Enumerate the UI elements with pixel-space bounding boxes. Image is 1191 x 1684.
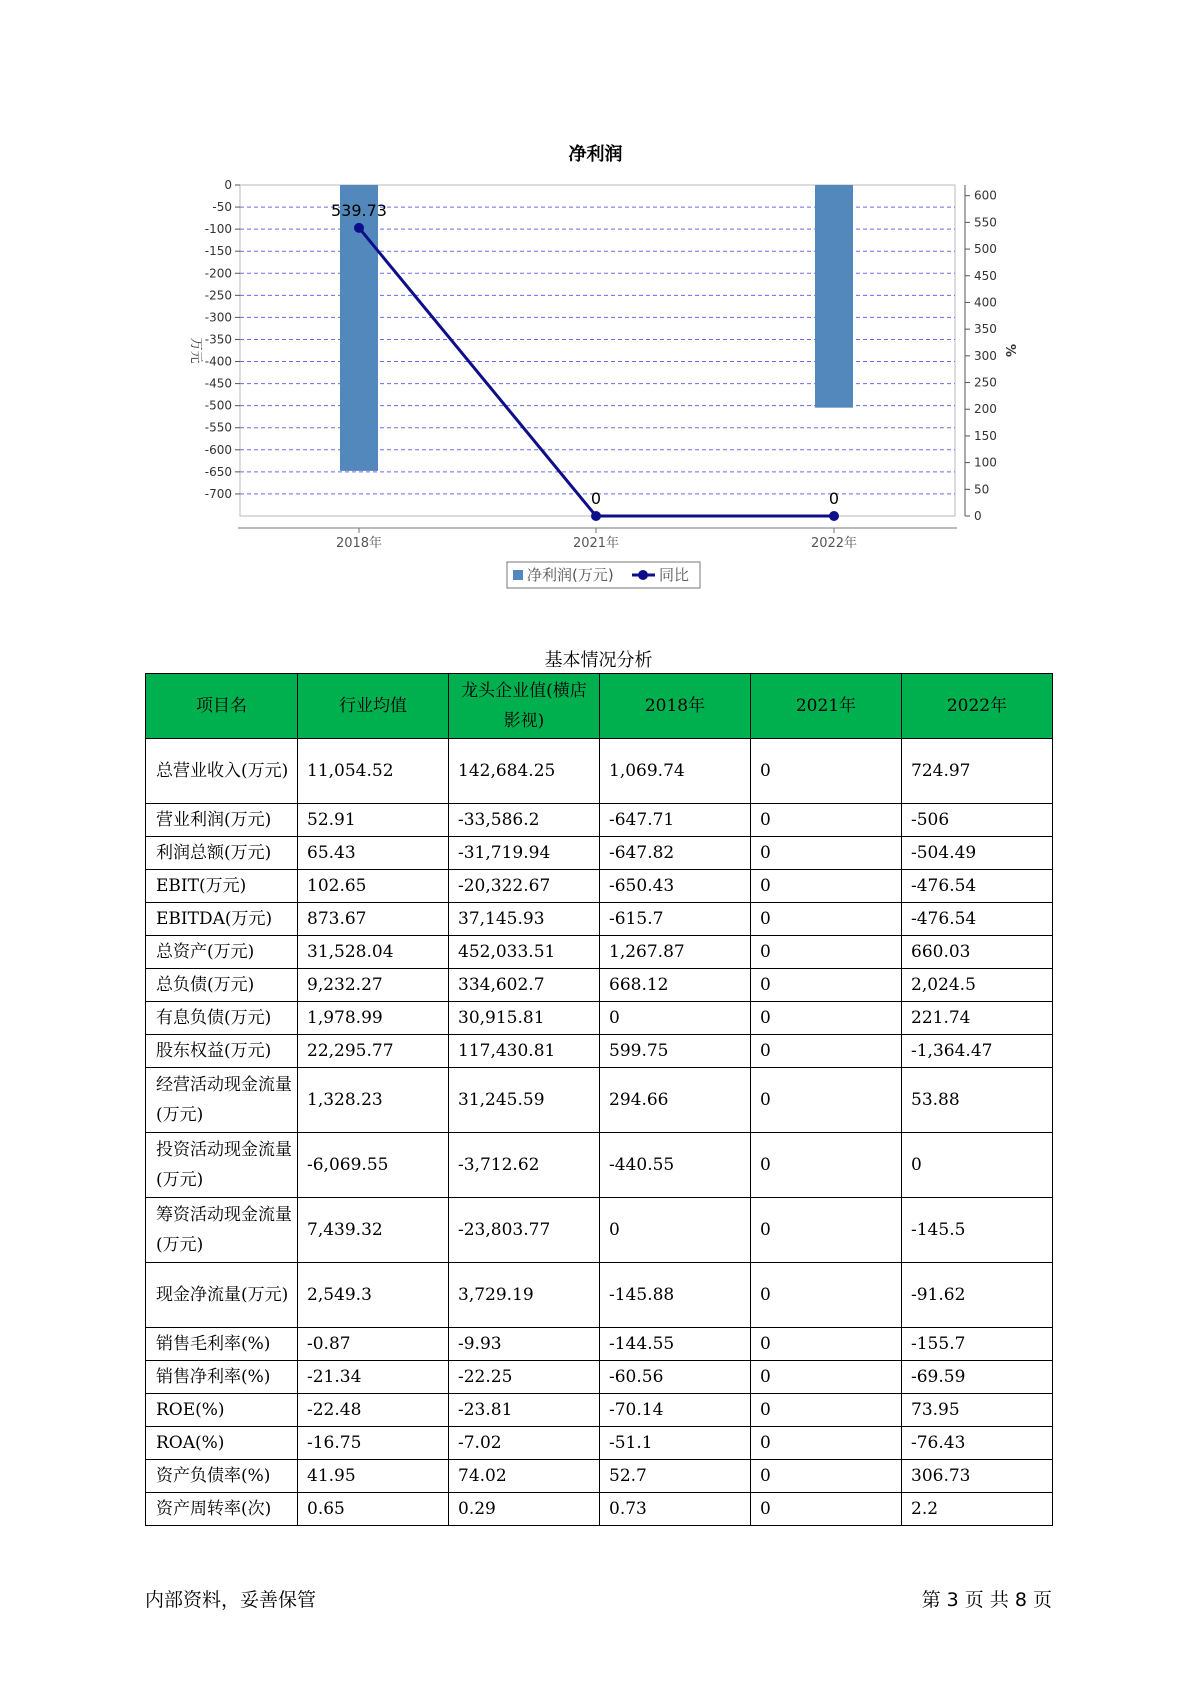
table-row: [146, 837, 1053, 870]
y-tick-label: 0: [224, 178, 232, 192]
row-label: 经营活动现金流量(万元): [146, 1068, 298, 1133]
y-tick-label: -600: [204, 442, 232, 457]
row-label: 有息负债(万元): [146, 1002, 298, 1035]
row-value: 0: [751, 1493, 902, 1526]
row-value: 0: [751, 1198, 902, 1263]
y2-tick-label: 50: [974, 482, 990, 497]
table-row: [146, 1361, 1053, 1394]
row-value: 30,915.81: [449, 1002, 600, 1035]
legend-label-line: 同比: [659, 566, 690, 584]
table-row: [146, 739, 1053, 804]
row-label: 股东权益(万元): [146, 1035, 298, 1068]
analysis-table: [145, 673, 1053, 1526]
legend-bar-swatch: [513, 570, 523, 580]
row-label: 总资产(万元): [146, 936, 298, 969]
row-value: -144.55: [600, 1328, 751, 1361]
row-value: 0: [751, 1394, 902, 1427]
table-row: [146, 1427, 1053, 1460]
row-value: 334,602.7: [449, 969, 600, 1002]
row-value: -91.62: [902, 1263, 1053, 1328]
y-tick-label: -100: [204, 222, 232, 237]
header-cell: 2018年: [600, 674, 751, 739]
footer-page-number: 第 3 页 共 8 页: [921, 1589, 1052, 1611]
y-tick-label: -200: [204, 266, 232, 281]
row-value: -20,322.67: [449, 870, 600, 903]
row-value: 0: [600, 1198, 751, 1263]
legend-label-bar: 净利润(万元): [527, 566, 614, 584]
row-value: -22.25: [449, 1361, 600, 1394]
row-value: 221.74: [902, 1002, 1053, 1035]
row-value: -504.49: [902, 837, 1053, 870]
row-value: 0: [751, 1002, 902, 1035]
table-row: [146, 936, 1053, 969]
row-value: 0: [751, 1263, 902, 1328]
row-value: 73.95: [902, 1394, 1053, 1427]
row-value: -9.93: [449, 1328, 600, 1361]
row-value: 0: [751, 837, 902, 870]
y-tick-label: -650: [204, 464, 232, 479]
row-label: 筹资活动现金流量(万元): [146, 1198, 298, 1263]
row-value: -1,364.47: [902, 1035, 1053, 1068]
y2-tick-label: 400: [974, 295, 997, 310]
row-value: 11,054.52: [298, 739, 449, 804]
row-value: 0: [751, 1068, 902, 1133]
row-value: 2,549.3: [298, 1263, 449, 1328]
row-value: -145.88: [600, 1263, 751, 1328]
table-row: [146, 969, 1053, 1002]
row-value: 0: [751, 1133, 902, 1198]
row-value: 0: [751, 1328, 902, 1361]
row-value: 452,033.51: [449, 936, 600, 969]
row-value: -33,586.2: [449, 804, 600, 837]
row-value: 53.88: [902, 1068, 1053, 1133]
footer-confidential: 内部资料，妥善保管: [145, 1589, 317, 1611]
y2-tick-label: 200: [974, 402, 997, 417]
y2-tick-label: 150: [974, 428, 997, 443]
y2-tick-label: 550: [974, 215, 997, 230]
row-value: 9,232.27: [298, 969, 449, 1002]
row-value: 7,439.32: [298, 1198, 449, 1263]
row-label: 资产周转率(次): [146, 1493, 298, 1526]
y-tick-label: -250: [204, 288, 232, 303]
row-value: -440.55: [600, 1133, 751, 1198]
yoy-point: [354, 223, 364, 233]
y-tick-label: -700: [204, 486, 232, 501]
y2-tick-label: 350: [974, 322, 997, 337]
row-value: 0.29: [449, 1493, 600, 1526]
table-row: [146, 804, 1053, 837]
row-value: 660.03: [902, 936, 1053, 969]
y-tick-label: -550: [204, 420, 232, 435]
row-value: 31,245.59: [449, 1068, 600, 1133]
row-value: -21.34: [298, 1361, 449, 1394]
table-row: [146, 1002, 1053, 1035]
x-tick-label: 2021年: [572, 536, 620, 551]
row-value: -6,069.55: [298, 1133, 449, 1198]
row-value: -16.75: [298, 1427, 449, 1460]
x-tick-label: 2022年: [810, 536, 858, 551]
y2-axis-title: %: [1002, 343, 1017, 358]
row-value: -22.48: [298, 1394, 449, 1427]
header-cell: 项目名: [146, 674, 298, 739]
row-value: 1,978.99: [298, 1002, 449, 1035]
row-value: 0: [751, 1361, 902, 1394]
row-value: 0.73: [600, 1493, 751, 1526]
row-value: 599.75: [600, 1035, 751, 1068]
data-label: 539.73: [331, 200, 387, 220]
row-value: 0.65: [298, 1493, 449, 1526]
y-tick-label: -350: [204, 332, 232, 347]
yoy-point: [829, 511, 839, 521]
row-value: 22,295.77: [298, 1035, 449, 1068]
row-value: 294.66: [600, 1068, 751, 1133]
row-value: 0: [751, 969, 902, 1002]
y2-tick-label: 500: [974, 242, 997, 257]
row-value: 142,684.25: [449, 739, 600, 804]
y2-tick-label: 600: [974, 188, 997, 203]
header-cell: 行业均值: [298, 674, 449, 739]
y-tick-label: -50: [212, 200, 232, 215]
data-label: 0: [828, 489, 840, 508]
row-label: 利润总额(万元): [146, 837, 298, 870]
row-value: 0: [751, 903, 902, 936]
row-value: 2.2: [902, 1493, 1053, 1526]
y2-tick-label: 100: [974, 455, 997, 470]
row-label: 投资活动现金流量(万元): [146, 1133, 298, 1198]
row-value: -69.59: [902, 1361, 1053, 1394]
row-value: 0: [751, 1460, 902, 1493]
row-value: 873.67: [298, 903, 449, 936]
header-cell: 2021年: [751, 674, 902, 739]
table-title: 基本情况分析: [544, 650, 653, 671]
table-row: [146, 1328, 1053, 1361]
header-cell: 2022年: [902, 674, 1053, 739]
row-value: -145.5: [902, 1198, 1053, 1263]
row-label: ROA(%): [146, 1427, 298, 1460]
row-value: 102.65: [298, 870, 449, 903]
row-value: 117,430.81: [449, 1035, 600, 1068]
y-tick-label: -300: [204, 310, 232, 325]
row-value: 3,729.19: [449, 1263, 600, 1328]
table-row: [146, 1068, 1053, 1133]
row-value: -615.7: [600, 903, 751, 936]
table-row: [146, 903, 1053, 936]
y-tick-label: -400: [204, 354, 232, 369]
row-value: -23,803.77: [449, 1198, 600, 1263]
row-value: 0: [751, 739, 902, 804]
row-label: 销售毛利率(%): [146, 1328, 298, 1361]
table-row: [146, 1394, 1053, 1427]
row-value: -7.02: [449, 1427, 600, 1460]
row-value: 37,145.93: [449, 903, 600, 936]
row-value: -647.71: [600, 804, 751, 837]
table-row: [146, 1460, 1053, 1493]
legend-line-marker: [638, 570, 648, 580]
row-value: -476.54: [902, 870, 1053, 903]
row-label: 现金净流量(万元): [146, 1263, 298, 1328]
row-label: 总营业收入(万元): [146, 739, 298, 804]
row-value: 31,528.04: [298, 936, 449, 969]
row-value: 724.97: [902, 739, 1053, 804]
row-value: 1,069.74: [600, 739, 751, 804]
y2-tick-label: 0: [974, 509, 982, 523]
table-header-row: [146, 674, 1053, 739]
row-value: 1,267.87: [600, 936, 751, 969]
chart-svg: [0, 0, 1191, 600]
chart-title: 净利润: [568, 144, 623, 165]
row-label: EBITDA(万元): [146, 903, 298, 936]
row-value: -23.81: [449, 1394, 600, 1427]
row-value: 2,024.5: [902, 969, 1053, 1002]
row-value: -70.14: [600, 1394, 751, 1427]
bar: [815, 185, 853, 408]
row-value: 0: [751, 804, 902, 837]
yoy-point: [591, 511, 601, 521]
row-value: 41.95: [298, 1460, 449, 1493]
y-tick-label: -450: [204, 376, 232, 391]
row-value: -647.82: [600, 837, 751, 870]
y-tick-label: -500: [204, 398, 232, 413]
row-value: 52.91: [298, 804, 449, 837]
row-value: -476.54: [902, 903, 1053, 936]
row-label: ROE(%): [146, 1394, 298, 1427]
row-label: 营业利润(万元): [146, 804, 298, 837]
row-value: 0: [902, 1133, 1053, 1198]
data-label: 0: [590, 489, 602, 508]
row-label: 销售净利率(%): [146, 1361, 298, 1394]
row-value: -506: [902, 804, 1053, 837]
net-profit-chart: [0, 0, 1191, 600]
y-axis-title: 万元: [188, 337, 203, 364]
row-value: 0: [751, 1035, 902, 1068]
row-value: -60.56: [600, 1361, 751, 1394]
row-value: 52.7: [600, 1460, 751, 1493]
row-value: 65.43: [298, 837, 449, 870]
row-value: 668.12: [600, 969, 751, 1002]
row-value: -31,719.94: [449, 837, 600, 870]
row-value: 306.73: [902, 1460, 1053, 1493]
y2-tick-label: 250: [974, 375, 997, 390]
row-label: 资产负债率(%): [146, 1460, 298, 1493]
table-row: [146, 1198, 1053, 1263]
row-value: 74.02: [449, 1460, 600, 1493]
row-label: 总负债(万元): [146, 969, 298, 1002]
row-value: 1,328.23: [298, 1068, 449, 1133]
row-value: 0: [751, 1427, 902, 1460]
y2-tick-label: 450: [974, 268, 997, 283]
row-value: 0: [751, 870, 902, 903]
row-value: -51.1: [600, 1427, 751, 1460]
table-row: [146, 1133, 1053, 1198]
y-tick-label: -150: [204, 244, 232, 259]
table-row: [146, 1035, 1053, 1068]
table-row: [146, 870, 1053, 903]
table-row: [146, 1263, 1053, 1328]
row-value: -650.43: [600, 870, 751, 903]
row-label: EBIT(万元): [146, 870, 298, 903]
x-tick-label: 2018年: [335, 536, 383, 551]
row-value: 0: [600, 1002, 751, 1035]
row-value: 0: [751, 936, 902, 969]
header-cell: 龙头企业值(横店影视): [449, 674, 600, 739]
row-value: -0.87: [298, 1328, 449, 1361]
row-value: -155.7: [902, 1328, 1053, 1361]
table-row: [146, 1493, 1053, 1526]
y2-tick-label: 300: [974, 348, 997, 363]
row-value: -76.43: [902, 1427, 1053, 1460]
row-value: -3,712.62: [449, 1133, 600, 1198]
